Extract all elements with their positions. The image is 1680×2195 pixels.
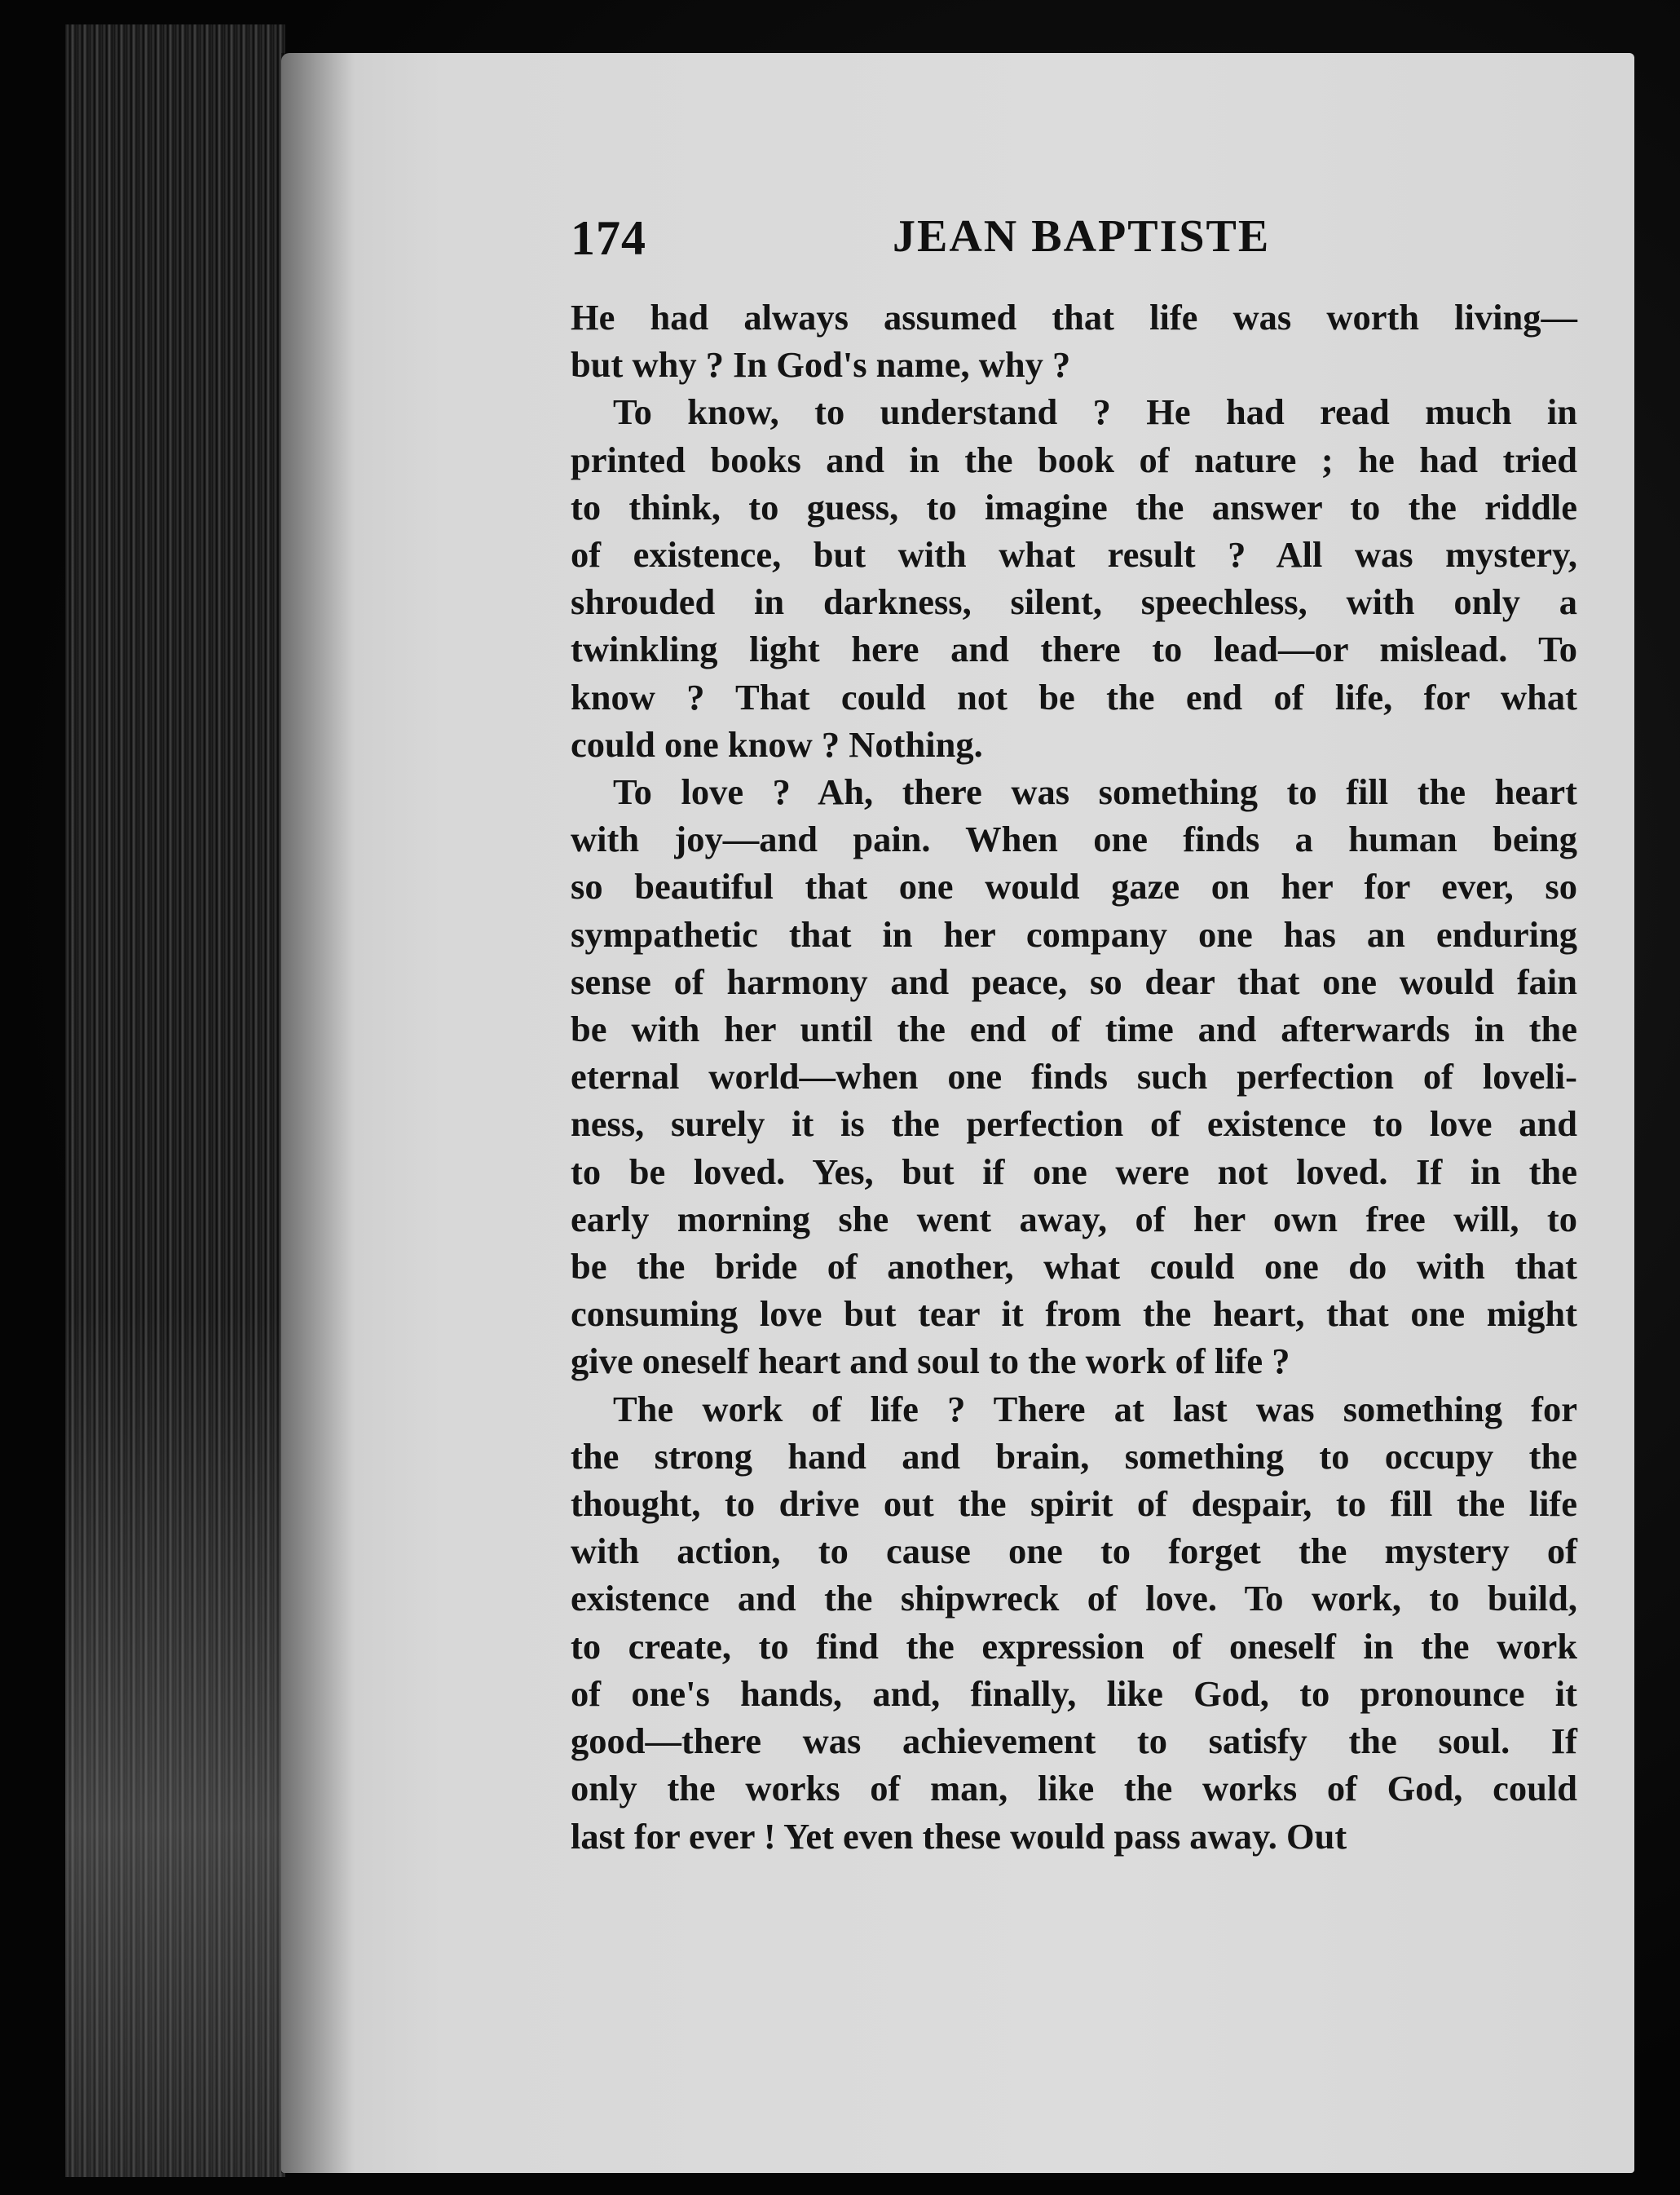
text-line: only the works of man, like the works of God, could [571,1768,1577,1809]
paragraph [571,388,1577,768]
text-line: last for ever ! Yet even these would pass away. Out [571,1815,1347,1857]
text-line: be with her until the end of time and afterwards in the [571,1009,1577,1050]
text-line: ness, surely it is the perfection of existence to love and [571,1103,1577,1145]
text-line: be the bride of another, what could one do with that [571,1246,1577,1287]
text-line: could one know ? Nothing. [571,723,983,765]
text-line: good—there was achievement to satisfy the soul. If [571,1720,1577,1762]
gutter-shadow [281,53,355,2173]
text-line: The work of life ? There at last was something for [613,1388,1577,1429]
text-line: sympathetic that in her company one has an enduring [571,913,1577,955]
text-line: twinkling light here and there to lead—or mislead. To [571,629,1577,670]
text-line: so beautiful that one would gaze on her for ever, so [571,866,1577,908]
text-line: but why ? In God's name, why ? [571,344,1071,386]
paragraph [571,768,1577,1385]
page-number: 174 [571,211,646,265]
running-title: JEAN BAPTISTE [893,211,1271,262]
body-text [571,294,1577,1860]
text-line: of one's hands, and, finally, like God, to pronounce it [571,1672,1577,1714]
text-line: give oneself heart and soul to the work of life ? [571,1340,1290,1382]
page-header [571,210,1581,276]
paragraph [571,294,1577,388]
text-line: know ? That could not be the end of life, for what [571,676,1577,718]
book-edge-wear [65,1305,285,2177]
text-line: sense of harmony and peace, so dear that one would fain [571,961,1577,1002]
text-line: with action, to cause one to forget the mystery of [571,1530,1577,1572]
text-line: to be loved. Yes, but if one were not loved. If in the [571,1150,1577,1192]
text-line: To know, to understand ? He had read much in [613,391,1577,433]
text-line: to think, to guess, to imagine the answer to the riddle [571,486,1577,528]
text-line: printed books and in the book of nature ; he had tried [571,439,1577,480]
text-line: eternal world—when one finds such perfection of loveli- [571,1056,1577,1098]
text-line: shrouded in darkness, silent, speechless, with only a [571,581,1577,623]
text-line: of existence, but with what result ? All was mystery, [571,534,1577,576]
text-line: the strong hand and brain, something to occupy the [571,1435,1577,1477]
paragraph [571,1385,1577,1860]
text-line: existence and the shipwreck of love. To work, to build, [571,1578,1577,1619]
text-line: to create, to find the expression of oneself in the work [571,1625,1577,1667]
text-line: consuming love but tear it from the heart, that one might [571,1293,1577,1335]
text-line: He had always assumed that life was worth living— [571,297,1577,338]
text-line: early morning she went away, of her own free will, to [571,1198,1577,1239]
text-line: To love ? Ah, there was something to fill the heart [613,771,1577,813]
text-line: with joy—and pain. When one finds a human being [571,819,1577,860]
text-line: thought, to drive out the spirit of despair, to fill the life [571,1483,1577,1525]
